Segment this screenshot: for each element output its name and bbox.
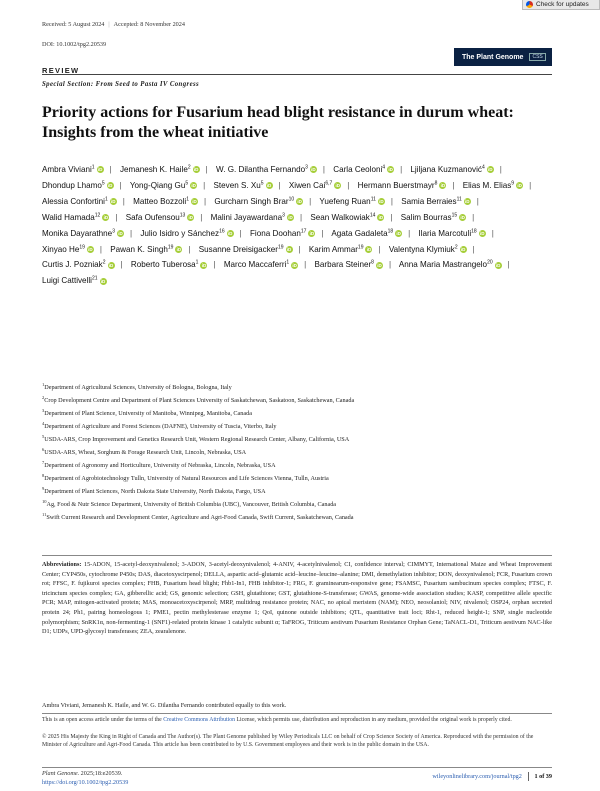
author-entry (314, 260, 382, 269)
affiliation-number: 4 (42, 420, 45, 426)
author-name[interactable]: Steven S. Xu (213, 180, 261, 190)
author-affiliation-ref[interactable]: 6,7 (325, 180, 333, 187)
author-entry (216, 165, 317, 174)
footer-right (432, 772, 552, 781)
author-affiliation-ref[interactable]: 17 (300, 227, 307, 234)
orcid-icon[interactable]: iD (460, 246, 466, 252)
author-affiliation-ref[interactable]: 12 (94, 212, 101, 219)
author-entry (333, 165, 394, 174)
author-affiliation-ref[interactable]: 8 (434, 180, 438, 187)
author-separator: | (390, 212, 393, 222)
author-entry (358, 181, 447, 190)
author-entry (42, 181, 114, 190)
journal-site-link[interactable]: wileyonlinelibrary.com/journal/tpg2 (432, 773, 522, 780)
doi-header: DOI: 10.1002/tpg2.20539 (42, 41, 107, 48)
author-list (42, 162, 552, 289)
author-entry (42, 213, 109, 222)
affiliation-text: Department of Agriculture and Forest Sciences (DAFNE), University of Tuscia, Viterbo, Italy (44, 423, 277, 430)
author-name[interactable]: Anna Maria Mastrangelo (398, 260, 488, 270)
check-for-updates-button[interactable] (522, 0, 600, 10)
orcid-icon[interactable]: iD (479, 230, 485, 236)
author-entry (130, 181, 197, 190)
author-affiliation-ref[interactable]: 2 (187, 164, 191, 171)
orcid-icon[interactable]: iD (176, 246, 182, 252)
affiliation-item (42, 472, 552, 485)
author-name[interactable]: Julio Isidro y Sánchez (140, 228, 220, 238)
author-name[interactable]: Fiona Doohan (249, 228, 301, 238)
orcid-icon[interactable]: iD (103, 215, 109, 221)
author-name[interactable]: Ljiljana Kuzmanović (410, 165, 482, 174)
author-affiliation-ref[interactable]: 1 (186, 196, 189, 203)
author-entry (42, 197, 117, 206)
author-entry (42, 260, 115, 269)
author-name[interactable]: Malini Jayawardana (210, 212, 283, 222)
author-entry (211, 213, 294, 222)
author-entry (401, 213, 466, 222)
license-pre: This is an open access article under the terms of the (42, 717, 164, 723)
author-separator: | (122, 196, 125, 206)
author-entry (250, 229, 315, 238)
orcid-icon[interactable]: iD (191, 183, 196, 189)
author-name[interactable]: Xinyao He (42, 244, 80, 254)
author-entry (224, 260, 298, 269)
author-separator: | (452, 180, 455, 190)
author-entry (140, 229, 233, 238)
affiliation-text: USDA-ARS, Crop Improvement and Genetics Research Unit, Western Regional Research Center, Albany, California, USA (44, 436, 350, 443)
orcid-icon[interactable]: iD (118, 230, 123, 236)
affiliation-item (42, 485, 552, 498)
affiliation-text: Department of Agrobiotechnology Tulln, University of Natural Resources and Life Sciences Vienna, Tulln, Austria (44, 475, 329, 482)
contribution-note: Ambra Viviani, Jemanesh K. Haile, and W. G. Dilantha Fernando contributed equally to this work. (42, 702, 287, 709)
author-name[interactable]: Karim Ammar (308, 244, 358, 254)
author-affiliation-ref[interactable]: 10 (288, 196, 295, 203)
affiliation-item (42, 394, 552, 407)
author-affiliation-ref[interactable]: 14 (369, 212, 376, 219)
affiliation-number: 8 (42, 472, 45, 478)
affiliation-number: 10 (42, 498, 47, 504)
orcid-icon[interactable]: iD (297, 199, 302, 205)
affiliation-number: 1 (42, 381, 45, 387)
orcid-icon[interactable]: iD (266, 183, 272, 189)
affiliation-text: USDA-ARS, Wheat, Sorghum & Forage Research Unit, Lincoln, Nebraska, USA (44, 449, 247, 456)
license-post: License, which permits use, distribution and reproduction in any medium, provided the original work is properly cited. (235, 717, 512, 723)
orcid-icon[interactable]: iD (188, 215, 194, 221)
orcid-icon[interactable]: iD (379, 199, 384, 205)
author-name[interactable]: Alessia Confortini (42, 196, 105, 206)
footer-divider (42, 767, 552, 768)
author-affiliation-ref[interactable]: 3 (305, 164, 308, 171)
author-separator: | (472, 212, 475, 222)
orcid-icon[interactable]: iD (286, 246, 292, 252)
author-name[interactable]: Salim Bourras (400, 212, 452, 222)
author-entry (399, 260, 502, 269)
author-entry (42, 229, 124, 238)
orcid-icon[interactable]: iD (88, 246, 93, 252)
affiliation-number: 11 (42, 511, 47, 517)
author-separator: | (203, 180, 206, 190)
received-accepted-line (42, 21, 185, 28)
author-entry (214, 181, 273, 190)
affiliation-text: Department of Agronomy and Horticulture, University of Nebraska, Lincoln, Nebraska, USA (44, 462, 276, 469)
author-affiliation-ref[interactable]: 1 (91, 164, 95, 171)
page-number: 1 of 39 (534, 773, 552, 780)
author-entry (401, 197, 471, 206)
author-affiliation-ref[interactable]: 4 (481, 164, 485, 171)
author-name[interactable]: Agata Gadaleta (331, 228, 388, 238)
orcid-icon[interactable]: iD (440, 183, 446, 189)
journal-badge[interactable] (454, 48, 552, 66)
author-name[interactable]: Dhondup Lhamo (42, 180, 102, 190)
affiliation-number: 3 (42, 407, 45, 413)
crossmark-icon (526, 1, 533, 8)
author-entry (126, 213, 195, 222)
orcid-icon[interactable]: iD (495, 262, 501, 268)
orcid-icon[interactable]: iD (288, 215, 293, 221)
author-separator: | (322, 165, 325, 174)
author-affiliation-ref[interactable]: 19 (79, 243, 85, 250)
author-name[interactable]: Marco Maccaferri (223, 260, 287, 270)
author-affiliation-ref[interactable]: 9 (511, 180, 515, 187)
author-separator: | (304, 260, 307, 270)
author-entry (42, 276, 107, 285)
author-affiliation-ref[interactable]: 8 (371, 259, 374, 266)
author-separator: | (388, 260, 392, 270)
orcid-icon[interactable]: iD (100, 278, 106, 284)
author-name[interactable]: Safa Oufensou (125, 212, 180, 222)
author-affiliation-ref[interactable]: 4 (382, 164, 386, 171)
author-name[interactable]: Curtis J. Pozniak (42, 260, 103, 270)
author-name[interactable]: Gurcharn Singh Brar (214, 196, 289, 206)
special-section: Special Section: From Seed to Pasta IV Congress (42, 81, 200, 88)
author-name[interactable]: Luigi Cattivelli (42, 276, 92, 286)
affiliation-item (42, 446, 552, 459)
orcid-icon[interactable]: iD (309, 230, 315, 236)
author-name[interactable]: W. G. Dilantha Fernando (216, 165, 306, 174)
author-entry (463, 181, 523, 190)
affiliation-text: Department of Plant Sciences, North Dakota State University, North Dakota, Fargo, USA (44, 488, 266, 495)
author-affiliation-ref[interactable]: 5 (260, 180, 264, 187)
author-name[interactable]: Ilaria Marcotuli (418, 228, 472, 238)
author-separator: | (390, 196, 393, 206)
author-separator: | (213, 260, 216, 270)
affiliation-number: 7 (42, 459, 45, 465)
author-name[interactable]: Yuefeng Ruan (319, 196, 371, 206)
orcid-icon[interactable]: iD (227, 230, 233, 236)
orcid-icon[interactable]: iD (201, 262, 207, 268)
author-separator: | (507, 260, 510, 270)
affiliation-number: 9 (42, 485, 45, 491)
author-entry (131, 260, 208, 269)
footer-citation (42, 770, 128, 787)
orcid-icon[interactable]: iD (488, 167, 493, 173)
orcid-icon[interactable]: iD (107, 183, 113, 189)
author-affiliation-ref[interactable]: 13 (179, 212, 186, 219)
author-affiliation-ref[interactable]: 1 (104, 196, 108, 203)
journal-badge-label: The Plant Genome (462, 53, 524, 61)
author-separator: | (347, 180, 350, 190)
author-entry (310, 213, 384, 222)
author-entry (214, 197, 303, 206)
author-separator: | (129, 228, 133, 238)
author-entry (319, 197, 385, 206)
abbreviations-block (42, 560, 552, 637)
author-separator: | (472, 244, 475, 254)
author-affiliation-ref[interactable]: 19 (277, 243, 284, 250)
author-affiliation-ref[interactable]: 19 (357, 243, 364, 250)
author-name[interactable]: Xiwen Cai (288, 180, 326, 190)
author-separator: | (298, 244, 301, 254)
orcid-icon[interactable]: iD (193, 167, 199, 173)
affiliation-text: Department of Agricultural Sciences, University of Bologna, Bologna, Italy (44, 384, 232, 391)
author-separator: | (321, 228, 324, 238)
author-affiliation-ref[interactable]: 18 (387, 227, 394, 234)
author-separator: | (204, 196, 207, 206)
author-separator: | (529, 180, 532, 190)
orcid-icon[interactable]: iD (377, 262, 382, 268)
author-name[interactable]: Walid Hamada (42, 212, 95, 222)
author-separator: | (400, 165, 403, 174)
author-separator: | (200, 212, 203, 222)
affiliation-number: 2 (42, 394, 45, 400)
author-entry (289, 181, 341, 190)
author-name[interactable]: Susanne Dreisigacker (198, 244, 278, 254)
author-separator: | (115, 212, 118, 222)
affiliation-item (42, 511, 552, 524)
orcid-icon[interactable]: iD (388, 167, 393, 173)
abbreviations-text: 15-ADON, 15-acetyl-deoxynivalenol; 3-ADON, 3-acetyl-deoxynivalenol; 4-ANIV, 4-acetylnivalenol; CI, confidence interval; CIMMYT, International Maize and Wheat Improvement Center; CYP450s, cytochrome P450s; DAS, diacetoxyscirpenol; DELLA, aspartic acid–glutamic acid–leucine–leucine–alanine; DMI, demethylation inhibitor; DON, deoxynivalenol; FCR, Fusarium crown rot; FFSC, F. fujikuroi species complex; FHB, Fusarium head blight; Fhb1-In1, FHB inhibitor-1; FRG, F. graminearum-responsive gene; FSAMSC, Fusarium sambucinum species complex; FTSC, F. tricinctum species complex; GA, gibberellic acid; GS, genomic selection; GSH, glutathione; GST, glutathione-S-transferase; GWAS, genome-wide association studies; KASP, competitive allele specific PCR; MAP, mitogen-activated protein; MAS, monoacetoxyscirpenol; MRP, multidrug resistance protein; NAC, no apical meristem (NAM); NEO, neosolaniol; NIV, nivalenol; OSP24, orphan secreted protein 24; Ph1, pairing homeologous 1; PME1, pectin methylesterase enzyme 1; QoI, quinone outside inhibitors; QTL, quantitative trait loci; Rht-1, reduced height-1; SNP, single nucleotide polymorphism; SnRK1α, non-fermenting-1 (SNF1)-related protein kinase 1 catalytic subunit α; TaFROG, Triticum aestivum Fusarium Resistance Orphan Gene; TaNACL-D1, Triticum aestivum NAC-like D1; UDPs, UPD-glycosyl transferases; ZEA, zearalenone. (42, 561, 553, 636)
author-affiliation-ref[interactable]: 11 (456, 196, 462, 203)
author-entry (110, 245, 182, 254)
orcid-icon[interactable]: iD (335, 183, 341, 189)
author-entry (331, 229, 402, 238)
author-affiliation-ref[interactable]: 18 (471, 227, 477, 234)
affiliation-text: Swift Current Research and Development Center, Agriculture and Agri-Food Canada, Swift Current, Saskatchewan, Canada (46, 514, 354, 521)
affiliation-item (42, 433, 552, 446)
article-type: REVIEW (42, 66, 80, 75)
author-separator: | (299, 212, 303, 222)
author-affiliation-ref[interactable]: 21 (91, 275, 98, 282)
author-name[interactable]: Pawan K. Singh (110, 244, 168, 254)
author-entry (410, 165, 493, 174)
author-affiliation-ref[interactable]: 2 (102, 259, 106, 266)
author-name[interactable]: Yong-Qiang Gu (129, 180, 186, 190)
author-separator: | (239, 228, 242, 238)
orcid-icon[interactable]: iD (396, 230, 401, 236)
author-separator: | (476, 196, 479, 206)
author-affiliation-ref[interactable]: 5 (101, 180, 105, 187)
author-separator: | (120, 260, 123, 270)
orcid-icon[interactable]: iD (366, 246, 372, 252)
author-name[interactable]: Sean Walkowiak (310, 212, 370, 222)
author-entry (309, 245, 373, 254)
orcid-icon[interactable]: iD (108, 262, 114, 268)
author-affiliation-ref[interactable]: 15 (451, 212, 458, 219)
affiliation-item (42, 381, 552, 394)
author-separator: | (188, 244, 191, 254)
affiliation-item (42, 498, 552, 511)
author-separator: | (408, 228, 411, 238)
affiliation-number: 6 (42, 446, 45, 452)
author-name[interactable]: Samia Berraies (401, 196, 457, 206)
affiliation-text: Department of Plant Science, University of Manitoba, Winnipeg, Manitoba, Canada (44, 410, 252, 417)
author-name[interactable]: Matteo Bozzoli (133, 196, 187, 206)
footer-doi-link[interactable]: https://doi.org/10.1002/tpg2.20539 (42, 778, 129, 786)
author-separator: | (378, 244, 381, 254)
author-affiliation-ref[interactable]: 16 (219, 227, 225, 234)
author-name[interactable]: Monika Dayarathne (42, 228, 113, 238)
accepted-date: Accepted: 8 November 2024 (113, 21, 185, 28)
orcid-icon[interactable]: iD (292, 262, 297, 268)
footer-volume: 2025;18:e20539. (79, 770, 123, 777)
author-affiliation-ref[interactable]: 3 (112, 227, 115, 234)
orcid-icon[interactable]: iD (192, 199, 197, 205)
author-name[interactable]: Elias M. Elias (462, 180, 512, 190)
license-link[interactable]: Creative Commons Attribution (163, 717, 236, 723)
orcid-icon[interactable]: iD (378, 215, 384, 221)
author-name[interactable]: Carla Ceoloni (333, 165, 383, 174)
author-entry (42, 165, 104, 174)
license-divider (42, 713, 552, 714)
author-name[interactable]: Ambra Viviani (42, 165, 92, 174)
article-title: Priority actions for Fusarium head blight resistance in durum wheat: Insights from the wheat initiative (42, 104, 514, 141)
footer-journal: Plant Genome. (42, 770, 80, 777)
affiliation-item (42, 420, 552, 433)
date-separator: | (108, 21, 110, 28)
affiliation-text: Ag, Food & Nutr Science Department, University of British Columbia (UBC), Vancouver, British Columbia, Canada (46, 501, 337, 508)
orcid-icon[interactable]: iD (111, 199, 116, 205)
affiliation-text: Crop Development Centre and Department of Plant Sciences University of Saskatchewan, Saskatoon, Saskatchewan, Canada (44, 397, 355, 404)
author-entry (389, 245, 467, 254)
orcid-icon[interactable]: iD (517, 183, 522, 189)
author-name[interactable]: Jemanesh K. Haile (119, 165, 188, 174)
footer-separator (528, 772, 529, 781)
orcid-icon[interactable]: iD (460, 215, 465, 221)
orcid-icon[interactable]: iD (311, 167, 316, 173)
abbreviations-heading: Abbreviations: (42, 561, 82, 568)
author-name[interactable]: Valentyna Klymiuk (388, 244, 455, 254)
license-text (42, 716, 552, 724)
author-name[interactable]: Roberto Tuberosa (130, 260, 196, 270)
received-date: Received: 5 August 2024 (42, 21, 105, 28)
author-affiliation-ref[interactable]: 19 (167, 243, 174, 250)
author-entry (42, 245, 94, 254)
author-entry (199, 245, 293, 254)
orcid-icon[interactable]: iD (465, 199, 470, 205)
affiliation-list (42, 381, 552, 524)
author-separator: | (99, 244, 103, 254)
author-entry (133, 197, 198, 206)
author-entry (120, 165, 200, 174)
check-for-updates-label: Check for updates (536, 1, 589, 8)
author-separator: | (491, 228, 494, 238)
society-logo: CSS (529, 53, 545, 61)
orcid-icon[interactable]: iD (97, 167, 103, 173)
author-separator: | (278, 180, 281, 190)
author-name[interactable]: Hermann Buerstmayr (357, 180, 435, 190)
author-separator: | (309, 196, 312, 206)
author-affiliation-ref[interactable]: 2 (454, 243, 458, 250)
author-entry (419, 229, 486, 238)
author-affiliation-ref[interactable]: 1 (286, 259, 290, 266)
author-affiliation-ref[interactable]: 1 (195, 259, 199, 266)
author-affiliation-ref[interactable]: 20 (487, 259, 493, 266)
affiliation-item (42, 407, 552, 420)
author-separator: | (109, 165, 112, 174)
abbreviations-divider (42, 555, 552, 556)
author-affiliation-ref[interactable]: 5 (185, 180, 189, 187)
header-divider (42, 74, 552, 75)
author-separator: | (119, 180, 122, 190)
author-affiliation-ref[interactable]: 11 (370, 196, 376, 203)
author-separator: | (499, 165, 502, 174)
author-affiliation-ref[interactable]: 3 (282, 212, 285, 219)
author-separator: | (205, 165, 208, 174)
affiliation-item (42, 459, 552, 472)
affiliation-number: 5 (42, 433, 45, 439)
author-name[interactable]: Barbara Steiner (314, 260, 372, 270)
copyright-text: © 2025 His Majesty the King in Right of Canada and The Author(s). The Plant Genome published by Wiley Periodicals LLC on behalf of Crop Science Society of America. Reproduced with the permission of the Minister of Agriculture and Agri-Food Canada. This article has been contributed to by U.S. Government employees and their work is in the public domain in the USA. (42, 734, 534, 749)
